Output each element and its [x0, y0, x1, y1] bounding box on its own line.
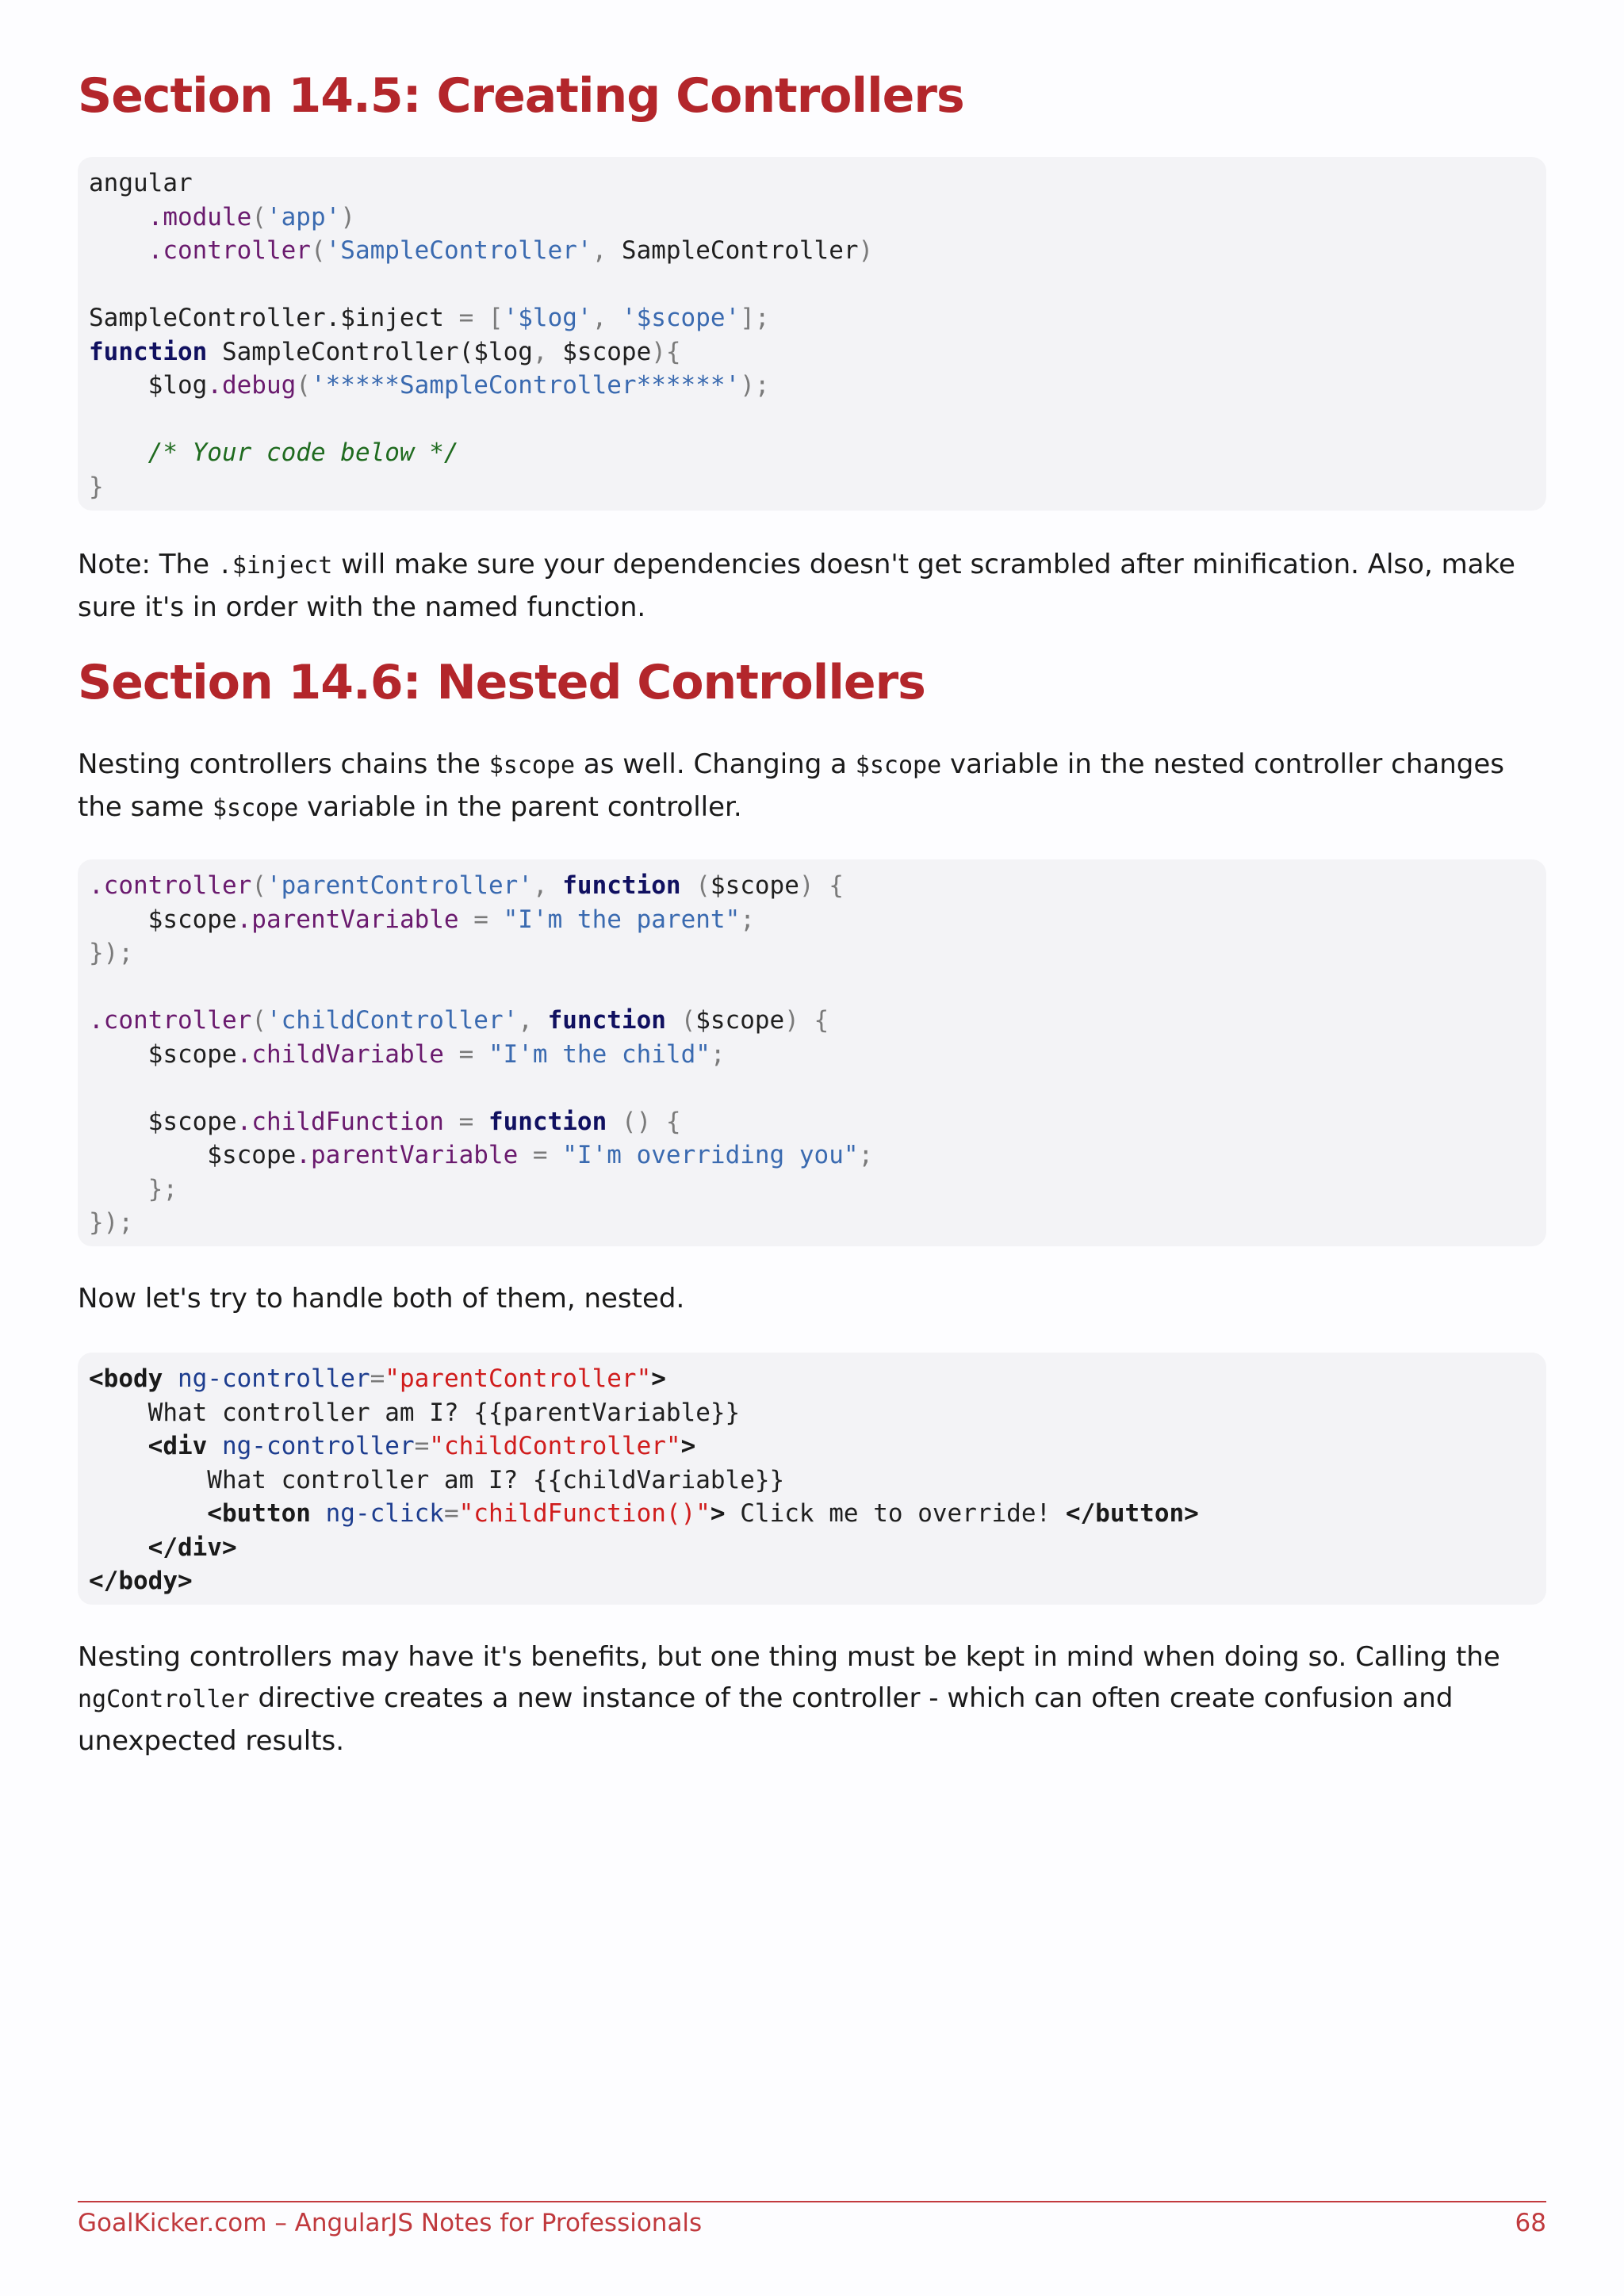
code-block-nested-controllers-js — [78, 859, 1546, 1246]
footer-site-title: GoalKicker.com – AngularJS Notes for Professionals — [78, 2209, 703, 2237]
code-line-blank — [89, 268, 1535, 302]
code-block-creating-controllers — [78, 157, 1546, 511]
code-line: }); — [89, 939, 133, 967]
nested-scope-paragraph: Nesting controllers chains the $scope as well. Changing a $scope variable in the nested controller changes the same $scope variable in the parent controller. — [78, 748, 1504, 823]
code-line: .controller('SampleController', SampleController) — [147, 236, 874, 265]
handle-both-paragraph: Now let's try to handle both of them, nested. — [78, 1283, 685, 1314]
code-line-blank — [89, 1071, 1535, 1105]
code-line: $scope.childVariable = "I'm the child"; — [89, 1039, 726, 1069]
page-number: 68 — [1515, 2209, 1546, 2237]
code-line: <body ng-controller="parentController"> — [89, 1364, 666, 1393]
code-line: function SampleController($log, $scope){ — [89, 337, 681, 366]
section-14-6-heading: Section 14.6: Nested Controllers — [78, 655, 925, 710]
code-line: </body> — [89, 1567, 193, 1595]
section-14-5-heading: Section 14.5: Creating Controllers — [78, 68, 964, 124]
footer-divider — [78, 2201, 1546, 2202]
code-block-nested-controllers-html — [78, 1353, 1546, 1605]
code-line: $scope.parentVariable = "I'm the parent"; — [89, 905, 755, 934]
ngcontroller-warning-paragraph: Nesting controllers may have it's benefits, but one thing must be kept in mind when doing so. Calling the ngController directive creates a new instance of the controller - which can often create confusion and unexpected results. — [78, 1641, 1500, 1757]
code-line: .controller('childController', function ($scope) { — [89, 1006, 829, 1035]
code-line: $scope.parentVariable = "I'm overriding you"; — [89, 1141, 874, 1169]
code-line: angular — [89, 169, 193, 197]
code-line-blank — [89, 403, 1535, 437]
code-line: .module('app') — [147, 202, 355, 232]
code-line: $scope.childFunction = function () { — [89, 1107, 681, 1136]
code-line: /* Your code below */ — [147, 438, 459, 467]
code-line-blank — [89, 970, 1535, 1004]
code-line: <div ng-controller="childController"> — [89, 1432, 696, 1460]
code-line: What controller am I? {{parentVariable}} — [89, 1398, 741, 1427]
code-line: SampleController.$inject = ['$log', '$scope']; — [89, 304, 770, 332]
code-line: <button ng-click="childFunction()"> Click me to override! </button> — [89, 1499, 1199, 1528]
code-line: $log.debug('*****SampleController******'); — [89, 371, 770, 400]
code-line: .controller('parentController', function ($scope) { — [89, 871, 844, 900]
note-inject-paragraph: Note: The .$inject will make sure your dependencies doesn't get scrambled after minification. Also, make sure it's in order with the named function. — [78, 549, 1515, 623]
code-line: }; — [89, 1174, 178, 1203]
code-line: }); — [89, 1208, 133, 1237]
code-line: } — [89, 472, 104, 501]
code-line: </div> — [89, 1533, 237, 1562]
code-line: What controller am I? {{childVariable}} — [89, 1465, 785, 1494]
